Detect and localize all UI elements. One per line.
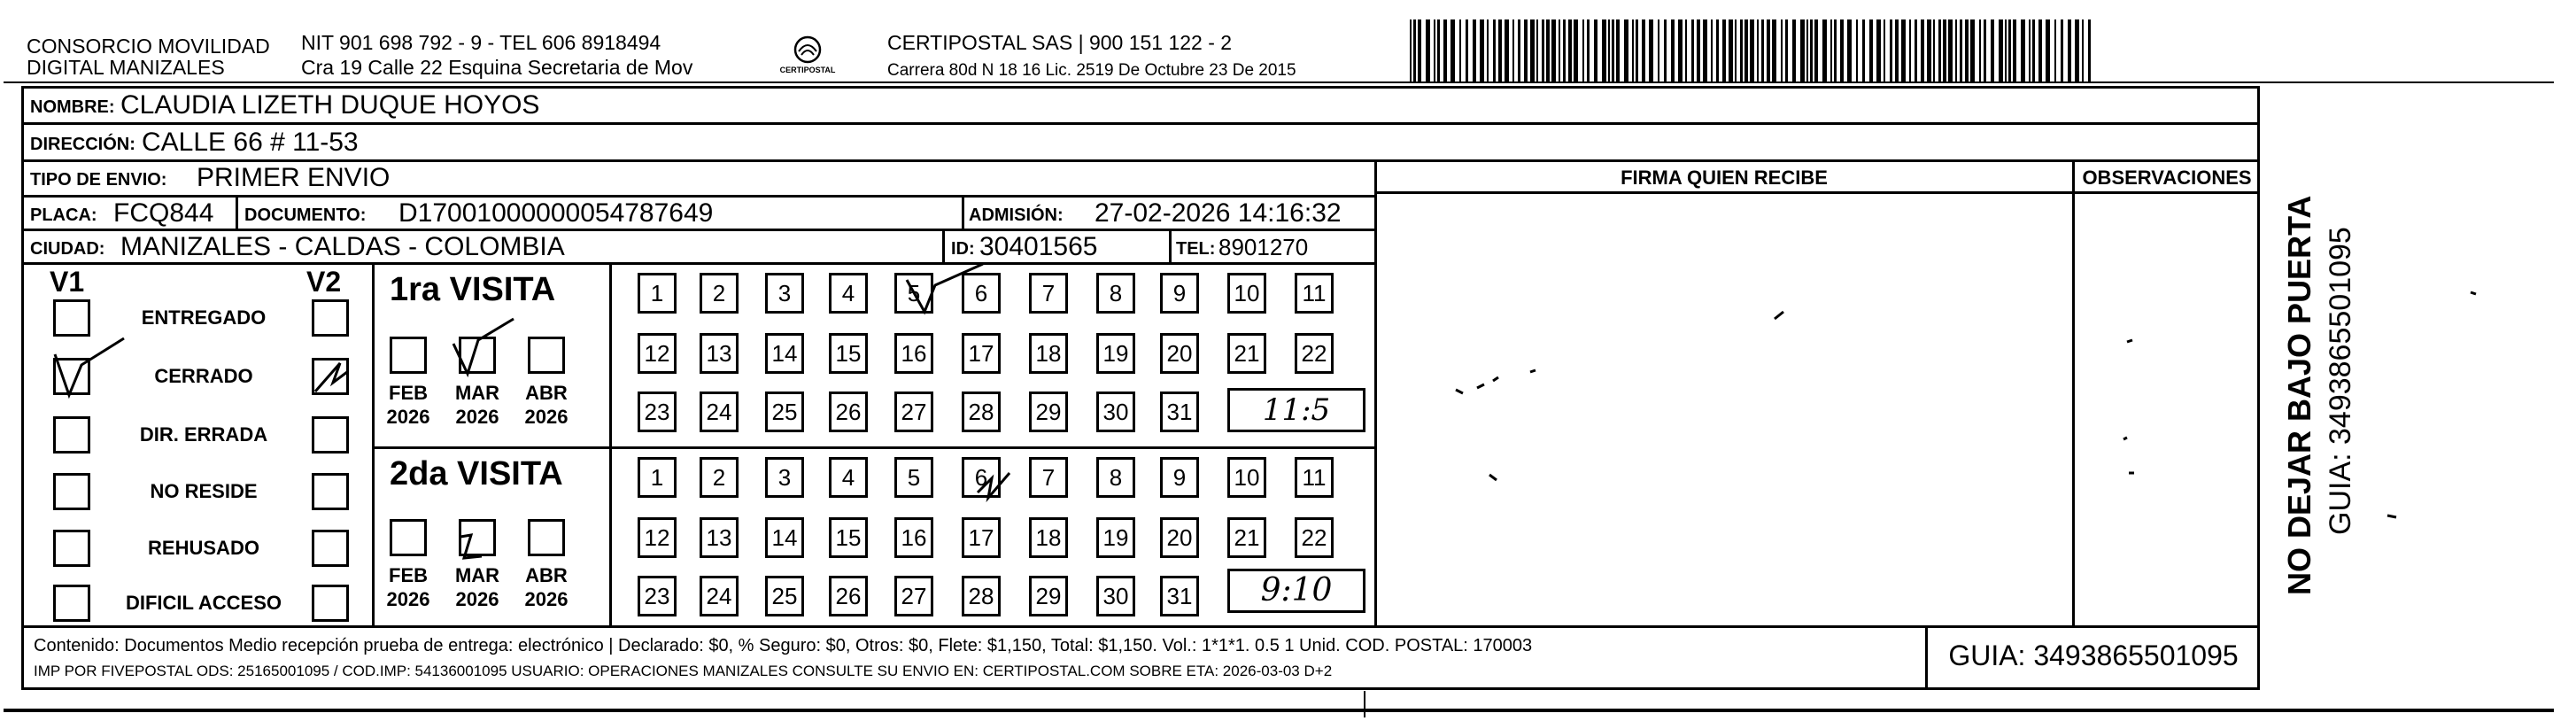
visit1-day-25[interactable]: 25 [765, 392, 804, 432]
visit1-day-21[interactable]: 21 [1227, 333, 1266, 374]
visit1-abr-checkbox[interactable] [528, 337, 565, 374]
admision-label: ADMISIÓN: [969, 205, 1064, 225]
ciudad-value: MANIZALES - CALDAS - COLOMBIA [120, 232, 565, 261]
visit2-day-21[interactable]: 21 [1227, 517, 1266, 558]
visit1-day-9[interactable]: 9 [1160, 273, 1199, 314]
visit1-mar-checkbox[interactable] [459, 337, 496, 374]
nombre-value: CLAUDIA LIZETH DUQUE HOYOS [120, 90, 540, 120]
visit2-day-27[interactable]: 27 [894, 576, 933, 616]
visit2-day-28[interactable]: 28 [962, 576, 1001, 616]
visit1-day-23[interactable]: 23 [638, 392, 677, 432]
visit2-day-11[interactable]: 11 [1295, 457, 1334, 498]
visit2-day-19[interactable]: 19 [1096, 517, 1135, 558]
visit1-day-12[interactable]: 12 [638, 333, 677, 374]
logo-text: CERTIPOSTAL [779, 66, 836, 74]
visit2-day-8[interactable]: 8 [1096, 457, 1135, 498]
v2-cerrado-checkmark-icon [315, 363, 347, 392]
admision-value: 27-02-2026 14:16:32 [1095, 198, 1342, 228]
tel-value: 8901270 [1218, 234, 1309, 260]
firma-header: FIRMA QUIEN RECIBE [1621, 167, 1828, 189]
visit1-day-16[interactable]: 16 [894, 333, 933, 374]
visit1-feb-checkbox[interactable] [390, 337, 427, 374]
visit2-abr-checkbox[interactable] [528, 519, 565, 556]
visit1-day-10[interactable]: 10 [1227, 273, 1266, 314]
visit2-day-16[interactable]: 16 [894, 517, 933, 558]
visit1-day-7[interactable]: 7 [1029, 273, 1068, 314]
id-label: ID: [951, 239, 975, 259]
visit1-day-20[interactable]: 20 [1160, 333, 1199, 374]
direccion-value: CALLE 66 # 11-53 [142, 128, 359, 157]
visit1-time-field[interactable]: 11:5 [1227, 388, 1365, 432]
status-cerrado: CERRADO [154, 365, 253, 387]
visit2-feb-checkbox[interactable] [390, 519, 427, 556]
visit2-day-20[interactable]: 20 [1160, 517, 1199, 558]
visit2-day-26[interactable]: 26 [829, 576, 868, 616]
nombre-label: NOMBRE: [30, 97, 115, 117]
visit2-day-5[interactable]: 5 [894, 457, 933, 498]
visit2-day-2[interactable]: 2 [700, 457, 739, 498]
side-instruction: NO DEJAR BAJO PUERTA [2281, 195, 2317, 595]
visit1-day-14[interactable]: 14 [765, 333, 804, 374]
visit2-day-14[interactable]: 14 [765, 517, 804, 558]
visit1-day-27[interactable]: 27 [894, 392, 933, 432]
nit-line: NIT 901 698 792 - 9 - TEL 606 8918494 [301, 31, 661, 54]
visit2-day-12[interactable]: 12 [638, 517, 677, 558]
visit1-day-6[interactable]: 6 [962, 273, 1001, 314]
visit2-day-31[interactable]: 31 [1160, 576, 1199, 616]
visit1-month-mar: MAR 2026 [454, 382, 500, 428]
placa-label: PLACA: [30, 205, 97, 225]
visit1-day-11[interactable]: 11 [1295, 273, 1334, 314]
visit2-month-feb: FEB 2026 [386, 564, 430, 610]
v1-header: V1 [50, 266, 85, 298]
visit1-day-26[interactable]: 26 [829, 392, 868, 432]
direccion-label: DIRECCIÓN: [30, 135, 135, 154]
visit2-day-1[interactable]: 1 [638, 457, 677, 498]
visit1-day-31[interactable]: 31 [1160, 392, 1199, 432]
id-value: 30401565 [979, 232, 1098, 261]
visit2-day-10[interactable]: 10 [1227, 457, 1266, 498]
visit1-day-29[interactable]: 29 [1029, 392, 1068, 432]
visit2-day-25[interactable]: 25 [765, 576, 804, 616]
visit2-day-29[interactable]: 29 [1029, 576, 1068, 616]
company-name-line2: DIGITAL MANIZALES [27, 56, 225, 79]
status-entregado: ENTREGADO [141, 306, 267, 329]
visit1-day-8[interactable]: 8 [1096, 273, 1135, 314]
visit1-day-5[interactable]: 5 [894, 273, 933, 314]
visit2-day-7[interactable]: 7 [1029, 457, 1068, 498]
visit1-day-13[interactable]: 13 [700, 333, 739, 374]
status-rehusado: REHUSADO [148, 537, 259, 559]
visit1-day-24[interactable]: 24 [700, 392, 739, 432]
status-no-reside: NO RESIDE [150, 480, 258, 502]
visit1-day-17[interactable]: 17 [962, 333, 1001, 374]
visit1-day-3[interactable]: 3 [765, 273, 804, 314]
first-visit-title: 1ra VISITA [390, 271, 556, 308]
visit1-day-22[interactable]: 22 [1295, 333, 1334, 374]
placa-value: FCQ844 [113, 198, 214, 228]
visit1-day-30[interactable]: 30 [1096, 392, 1135, 432]
bottom-rule [4, 709, 2554, 712]
status-dir-errada: DIR. ERRADA [139, 423, 268, 446]
visit2-day-4[interactable]: 4 [829, 457, 868, 498]
visit2-day-22[interactable]: 22 [1295, 517, 1334, 558]
tipo-envio-label: TIPO DE ENVIO: [30, 170, 167, 190]
visit2-mar-checkbox[interactable] [459, 519, 496, 556]
visit1-day-2[interactable]: 2 [700, 273, 739, 314]
documento-label: DOCUMENTO: [244, 205, 367, 225]
footer-print-info: IMP POR FIVEPOSTAL ODS: 25165001095 / COD.IMP: 54136001095 USUARIO: OPERACIONES MANIZALES CONSULTE SU ENVIO EN: CERTIPOSTAL.COM SOBRE ETA: 2026-03-03 D+2 [34, 663, 1333, 679]
visit2-day-13[interactable]: 13 [700, 517, 739, 558]
visit1-day-28[interactable]: 28 [962, 392, 1001, 432]
visit2-day-9[interactable]: 9 [1160, 457, 1199, 498]
visit2-time-field[interactable]: 9:10 [1227, 569, 1365, 613]
footer-contents: Contenido: Documentos Medio recepción prueba de entrega: electrónico | Declarado: $0, % Seguro: $0, Otros: $0, Flete: $1,150, Total: $1,150. Vol.: 1*1*1. 0.5 1 Unid. COD. POSTAL: 170003 [34, 636, 1533, 655]
observaciones-header: OBSERVACIONES [2082, 167, 2252, 189]
visit1-day-4[interactable]: 4 [829, 273, 868, 314]
status-dificil-acceso: DIFICIL ACCESO [125, 592, 282, 614]
documento-value: D17001000000054787649 [398, 198, 714, 228]
v2-header: V2 [306, 266, 342, 298]
cut-mark [1364, 691, 1365, 717]
visit2-day-3[interactable]: 3 [765, 457, 804, 498]
v1-cerrado-checkmark-icon [55, 338, 124, 395]
visit1-day-1[interactable]: 1 [638, 273, 677, 314]
visit1-month-abr: ABR 2026 [524, 382, 569, 428]
side-guia: GUIA: 3493865501095 [2324, 227, 2357, 535]
footer-guia: GUIA: 3493865501095 [1948, 640, 2239, 671]
visit2-day-17[interactable]: 17 [962, 517, 1001, 558]
visit2-day-18[interactable]: 18 [1029, 517, 1068, 558]
visit1-day-15[interactable]: 15 [829, 333, 868, 374]
ciudad-label: CIUDAD: [30, 239, 105, 259]
visit2-day-6[interactable]: 6 [962, 457, 1001, 498]
carrier-line: CERTIPOSTAL SAS | 900 151 122 - 2 [887, 31, 1233, 54]
visit1-day-19[interactable]: 19 [1096, 333, 1135, 374]
visit2-day-15[interactable]: 15 [829, 517, 868, 558]
sender-address: Cra 19 Calle 22 Esquina Secretaria de Mov [301, 56, 693, 79]
tipo-envio-value: PRIMER ENVIO [197, 163, 391, 192]
visit1-month-feb: FEB 2026 [386, 382, 430, 428]
visit2-month-mar: MAR 2026 [454, 564, 500, 610]
second-visit-title: 2da VISITA [390, 455, 563, 492]
visit2-day-24[interactable]: 24 [700, 576, 739, 616]
visit1-day-18[interactable]: 18 [1029, 333, 1068, 374]
carrier-address: Carrera 80d N 18 16 Lic. 2519 De Octubre 23 De 2015 [887, 61, 1296, 80]
company-name-line1: CONSORCIO MOVILIDAD [27, 35, 270, 58]
visit2-month-abr: ABR 2026 [524, 564, 569, 610]
visit2-day-23[interactable]: 23 [638, 576, 677, 616]
visit2-day-30[interactable]: 30 [1096, 576, 1135, 616]
tel-label: TEL: [1176, 239, 1216, 259]
